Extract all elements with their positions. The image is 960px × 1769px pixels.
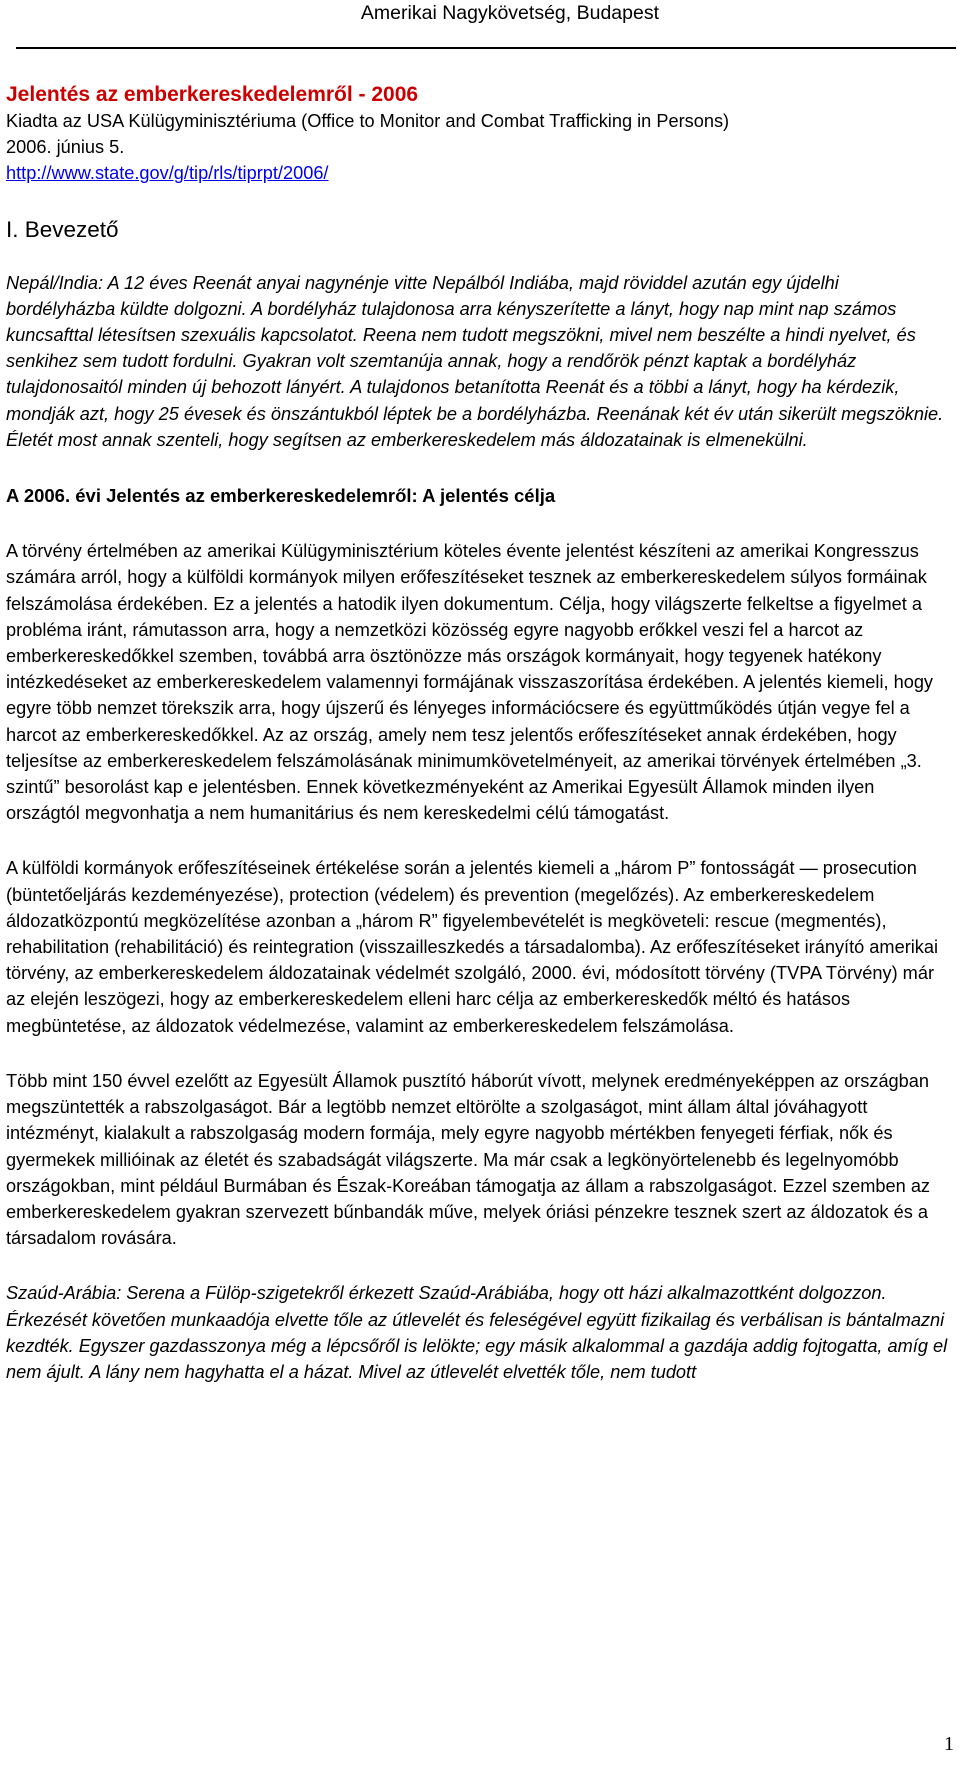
paragraph-purpose-3: Több mint 150 évvel ezelőtt az Egyesült Államok pusztító háborút vívott, melynek eredményeképpen az országban megszüntették a rabszolgaságot. Bár a legtöbb nemzet eltörölte a szolgaságot, mint állam által jóváhagyott intézményt, kialakult a rabszolgaság modern formája, mely egyre nagyobb mértékben fenyegeti férfiak, nők és gyermekek millióinak az életét és szabadságát világszerte. Ma már csak a legkönyörtelenebb és legelnyomóbb országokban, mint például Burmában és Észak-Koreában támogatja az állam a rabszolgaságot. Ezzel szemben az emberkereskedelem gyakran szervezett bűnbandák műve, melyek óriási pénzekre tesznek szert az áldozatok és a társadalom rovására.	[6, 1070, 931, 1249]
paragraph-purpose-2: A külföldi kormányok erőfeszítéseinek értékelése során a jelentés kiemeli a „három P” fontosságát — prosecution (büntetőeljárás kezdeményezése), protection (védelem) és prevention (megelőzés). Az emberkereskedelem áldozatközpontú megközelítése azonban a „három R” figyelembevételét is megköveteli: rescue (megmentés), rehabilitation (rehabilitáció) és reintegration (visszailleszkedés a társadalomba). Az erőfeszítéseket irányító amerikai törvény, az emberkereskedelem áldozatainak védelmét szolgáló, 2000. évi, módosított törvény (TVPA Törvény) már az elején leszögezi, hogy az emberkereskedelem elleni harc célja az emberkereskedők méltó és hatásos megbüntetése, az áldozatok védelmezése, valamint az emberkereskedelem felszámolása.	[6, 858, 939, 1036]
document-title: Jelentés az emberkereskedelemről - 2006	[6, 83, 419, 106]
publication-date: 2006. június 5.	[6, 137, 125, 158]
story-nepal-india: Nepál/India: A 12 éves Reenát anyai nagynénje vitte Nepálból Indiába, majd röviddel azután egy újdelhi bordélyházba küldte dolgozni. A bordélyház tulajdonosa arra kényszerítette a lányt, hogy nap mint nap számos kuncsafttal létesítsen szexuális kapcsolatot. Reena nem tudott megszökni, mivel nem beszélte a hindi nyelvet, és senkihez sem tudott fordulni. Gyakran volt szemtanúja annak, hogy a rendőrök pénzt kaptak a bordélyház tulajdonosaitól minden új behozott lányért. A tulajdonos betanította Reenát és a többi a lányt, hogy ha kérdezik, mondják azt, hogy 25 évesek és önszántukból léptek be a bordélyházba. Reenának két év után sikerült megszöknie. Életét most annak szenteli, hogy segítsen az emberkereskedelem más áldozatainak is elmenekülni.	[6, 272, 944, 450]
header-divider	[16, 47, 956, 49]
publisher-line: Kiadta az USA Külügyminisztériuma (Office to Monitor and Combat Trafficking in Persons)	[6, 111, 730, 131]
document-body	[6, 81, 950, 1385]
section-heading-intro: I. Bevezető	[6, 216, 119, 242]
section-heading-purpose: A 2006. évi Jelentés az emberkereskedelemről: A jelentés célja	[6, 485, 556, 507]
source-link[interactable]: http://www.state.gov/g/tip/rls/tiprpt/2006/	[6, 163, 329, 184]
page-header: Amerikai Nagykövetség, Budapest	[360, 2, 659, 24]
paragraph-purpose-1: A törvény értelmében az amerikai Külügyminisztérium köteles évente jelentést készíteni az amerikai Kongresszus számára arról, hogy a külföldi kormányok milyen erőfeszítéseket tesznek az emberkereskedelem súlyos formáinak felszámolása érdekében. Ez a jelentés a hatodik ilyen dokumentum. Célja, hogy világszerte felkeltse a figyelmet a probléma iránt, rámutasson arra, hogy a nemzetközi közösség egyre nagyobb erőkkel veszi fel a harcot az emberkereskedőkkel szemben, továbbá arra ösztönözze más országok kormányait, hogy tegyenek hatékony intézkedéseket az emberkereskedelem valamennyi formájának visszaszorítása érdekében. A jelentés kiemeli, hogy egyre több nemzet törekszik arra, hogy újszerű és lényeges információcsere és együttműködés útján vegye fel a harcot az emberkereskedőkkel. Az az ország, amely nem tesz jelentős erőfeszítéseket annak érdekében, hogy teljesítse az emberkereskedelem felszámolásának minimumkövetelményeit, az amerikai törvények értelmében „3. szintű” besorolást kap e jelentésben. Ennek következményeként az Amerikai Egyesült Államok minden ilyen országtól megvonhatja a nem humanitárius és nem kereskedelmi célú támogatást.	[6, 541, 934, 824]
story-saudi-arabia: Szaúd-Arábia: Serena a Fülöp-szigetekről érkezett Szaúd-Arábiába, hogy ott házi alkalmazottként dolgozzon. Érkezését követően munkaadója elvette tőle az útlevelét és feleségével együtt fizikailag és verbálisan is bántalmazni kezdték. Egyszer gazdasszonya még a lépcsőről is lelökte; egy másik alkalommal a gazdája addig fojtogatta, amíg el nem ájult. A lány nem hagyhatta el a házat. Mivel az útlevelét elvették tőle, nem tudott	[6, 1283, 948, 1382]
page-number: 1	[944, 1733, 954, 1755]
